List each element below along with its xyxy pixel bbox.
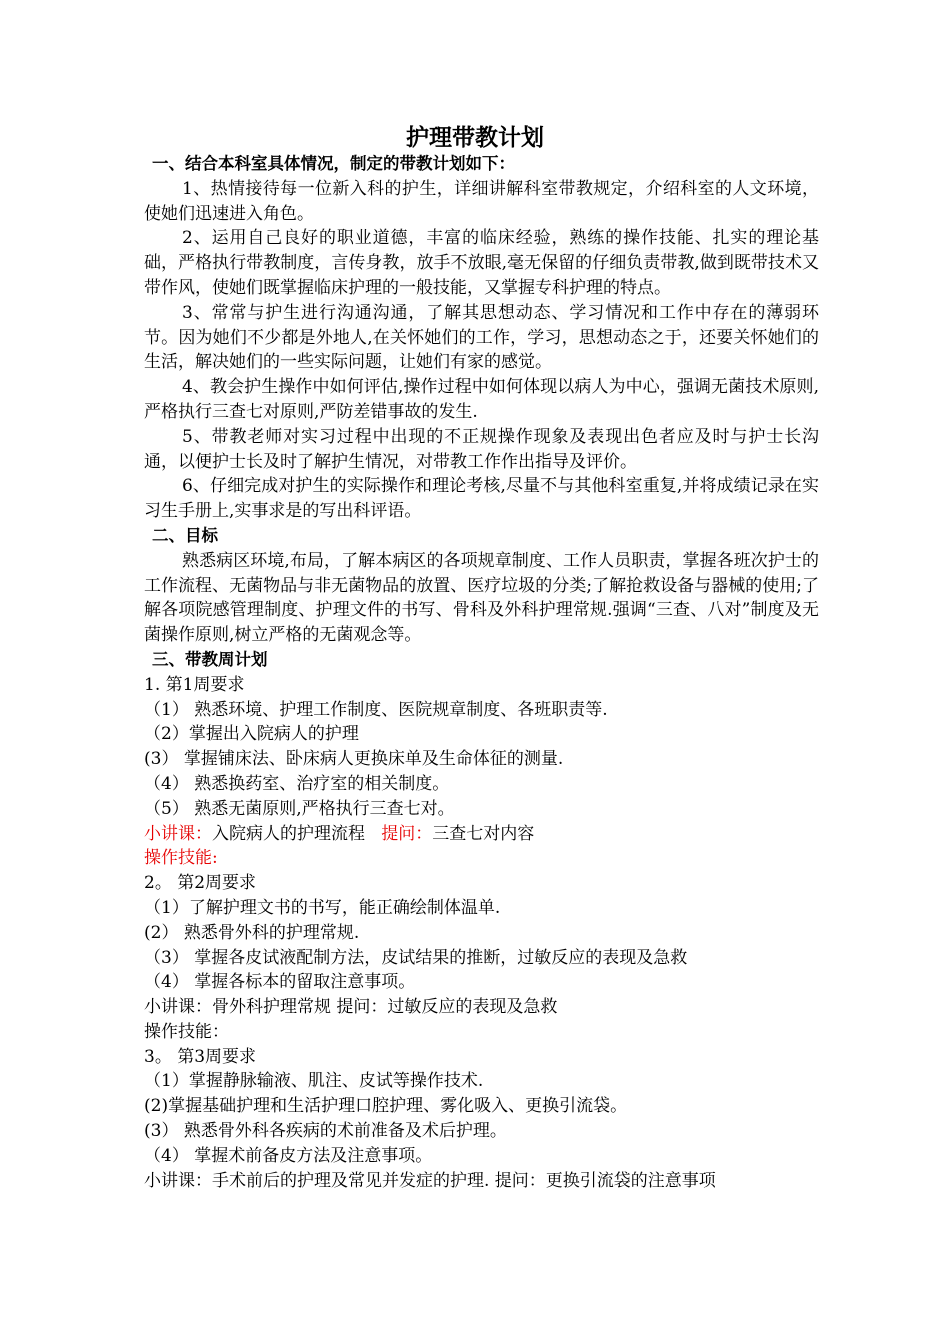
week-1-question-text: 三查七对内容	[432, 823, 535, 844]
week-1-item-3: (3） 掌握铺床法、卧床病人更换床单及生命体征的测量.	[144, 749, 564, 770]
section-1-paragraph-4: 4、教会护生操作中如何评估,操作过程中如何体现以病人为中心，强调无菌技术原则,严格执行三查七对原则,严防差错事故的发生.	[144, 377, 819, 422]
week-1-item-5: （5） 熟悉无菌原则,严格执行三查七对。	[144, 798, 455, 819]
week-1-lecture-label: 小讲课：	[144, 823, 212, 844]
week-1-item-1: （1） 熟悉环境、护理工作制度、医院规章制度、各班职责等.	[144, 699, 608, 720]
week-3-item-1: （1）掌握静脉输液、肌注、皮试等操作技术.	[144, 1071, 484, 1092]
week-3-item-3: (3） 熟悉骨外科各疾病的术前准备及术后护理。	[144, 1121, 507, 1142]
section-3-heading: 三、带教周计划	[152, 649, 268, 669]
week-1-lecture-text: 入院病人的护理流程	[212, 823, 365, 844]
document-body	[144, 152, 819, 1193]
section-1-paragraph-1: 1、热情接待每一位新入科的护生，详细讲解科室带教规定，介绍科室的人文环境，使她们迅速进入角色。	[144, 178, 819, 224]
week-2-item-2: (2） 熟悉骨外科的护理常规.	[144, 922, 360, 943]
week-2-item-1: （1）了解护理文书的书写，能正确绘制体温单.	[144, 897, 501, 918]
week-3-item-2: (2)掌握基础护理和生活护理口腔护理、雾化吸入、更换引流袋。	[144, 1096, 628, 1117]
week-1-skills-label: 操作技能:	[144, 848, 218, 869]
section-1-heading: 一、结合本科室具体情况，制定的带教计划如下：	[152, 154, 515, 173]
week-3-title: 3。 第3周要求	[144, 1046, 257, 1067]
section-1-paragraph-2: 2、运用自己良好的职业道德，丰富的临床经验，熟练的操作技能、扎实的理论基础，严格执行带教制度，言传身教，放手不放眼,毫无保留的仔细负责带教,做到既带技术又带作风，使她们既掌握临床护理的一般技能，又掌握专科护理的特点。	[144, 228, 819, 298]
week-3-lecture-line: 小讲课：手术前后的护理及常见并发症的护理. 提问：更换引流袋的注意事项	[144, 1170, 716, 1191]
section-1-paragraph-5: 5、带教老师对实习过程中出现的不正规操作现象及表现出色者应及时与护士长沟通，以便护士长及时了解护生情况，对带教工作作出指导及评价。	[144, 426, 819, 472]
section-1-paragraph-6: 6、仔细完成对护生的实际操作和理论考核,尽量不与其他科室重复,并将成绩记录在实习生手册上,实事求是的写出科评语。	[144, 476, 819, 522]
week-2-title: 2。 第2周要求	[144, 873, 257, 894]
document-title: 护理带教计划	[406, 125, 544, 151]
week-1-item-4: （4） 熟悉换药室、治疗室的相关制度。	[144, 773, 450, 794]
section-2-paragraph: 熟悉病区环境,布局，了解本病区的各项规章制度、工作人员职责，掌握各班次护士的工作流程、无菌物品与非无菌物品的放置、医疗垃圾的分类;了解抢救设备与器械的使用;了解各项院感管理制度、护理文件的书写、骨科及外科护理常规.强调“三查、八对”制度及无菌操作原则,树立严格的无菌观念等。	[144, 550, 819, 646]
week-1-title: 1. 第1周要求	[144, 674, 245, 695]
week-2-skills-label: 操作技能：	[144, 1021, 229, 1042]
week-1-question-label: 提问：	[381, 823, 433, 844]
section-2-heading: 二、目标	[152, 525, 218, 545]
week-1-item-2: （2）掌握出入院病人的护理	[144, 724, 359, 745]
section-1-paragraph-3: 3、常常与护生进行沟通沟通，了解其思想动态、学习情况和工作中存在的薄弱环节。因为她们不少都是外地人,在关怀她们的工作，学习，思想动态之于，还要关怀她们的生活，解决她们的一些实际问题，让她们有家的感觉。	[144, 302, 819, 373]
week-2-item-3: （3） 掌握各皮试液配制方法，皮试结果的推断，过敏反应的表现及急救	[144, 947, 688, 968]
week-3-item-4: （4） 掌握术前备皮方法及注意事项。	[144, 1145, 433, 1166]
week-2-lecture-line: 小讲课：骨外科护理常规 提问：过敏反应的表现及急救	[144, 997, 558, 1018]
week-1-lecture-line	[144, 822, 819, 847]
week-2-item-4: （4） 掌握各标本的留取注意事项。	[144, 972, 416, 993]
